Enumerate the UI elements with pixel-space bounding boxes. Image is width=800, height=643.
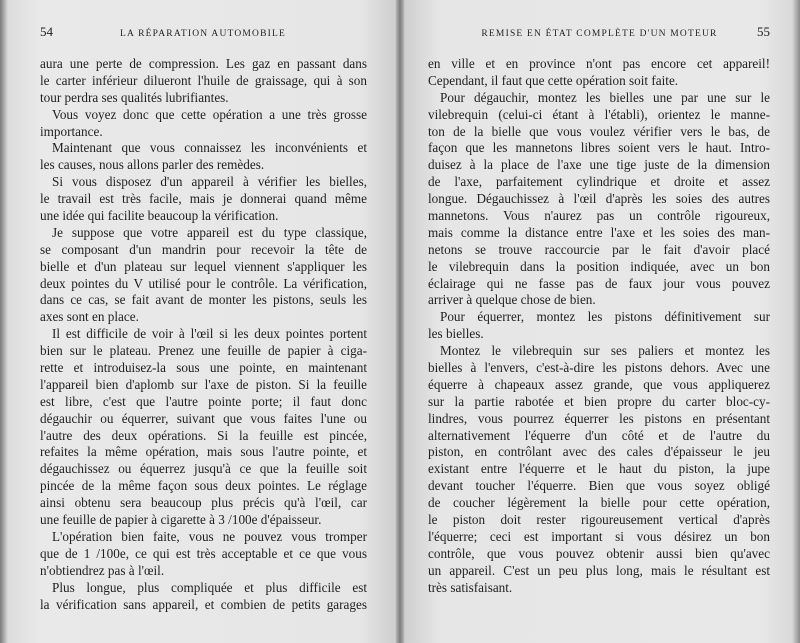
text-line: le carter inférieur dilueront l'huile de graissage, qui à son [40, 72, 367, 88]
text-line: l'appareil bien d'aplomb sur l'axe de piston. Si la feuille [40, 376, 367, 392]
left-page [0, 0, 397, 643]
text-line: importance. [40, 123, 103, 139]
text-line: très satisfaisant. [428, 579, 513, 595]
text-line: refaites la même opération, mais sous l'autre pointe, et [40, 444, 367, 460]
text-line: bien sur le plateau. Prenez une feuille de papier à ciga- [40, 343, 367, 359]
text-line: le travail est très facile, mais je donnerai quand même [40, 191, 367, 207]
text-line: un appareil. C'est un peu plus long, mais le résultant est [428, 562, 770, 578]
text-line: équerre à chapeaux assez grande, que vous appliquerez [428, 376, 770, 392]
left-page-text [40, 56, 367, 613]
left-running-title: LA RÉPARATION AUTOMOBILE [119, 29, 287, 39]
text-line: une idée qui facilite beaucoup la vérification. [40, 208, 279, 224]
left-running-head [40, 24, 367, 42]
text-line: arriver à quelque chose de bien. [428, 292, 596, 308]
text-line: Plus longue, plus compliquée et plus difficile est [52, 579, 367, 595]
text-line: Si vous disposez d'un appareil à vérifier les bielles, [52, 174, 367, 190]
text-line: de l'axe, parfaitement cylindrique et droite et assez [428, 174, 770, 190]
text-line: Il est difficile de voir à l'œil si les deux pointes portent [52, 326, 367, 342]
text-line: en ville et en province n'ont pas encore cet appareil! [428, 56, 770, 71]
right-running-title: REMISE EN ÉTAT COMPLÈTE D'UN MOTEUR [481, 29, 718, 39]
text-line: netons se trouve raccourcie par le fait d'avoir placé [428, 241, 770, 257]
text-line: Pour dégauchir, montez les bielles une par une sur le [440, 89, 770, 105]
text-line: lindres, vous pourrez équerrer les pistons en présentant [428, 410, 770, 426]
right-page-number: 55 [756, 24, 770, 39]
text-line: le vilebrequin dans la position indiquée, avec un bon [428, 258, 770, 274]
text-line: Je suppose que votre appareil est du type classique, [52, 224, 367, 240]
text-line: devant toucher l'équerre. Bien que vous soyez obligé [428, 478, 770, 494]
text-line: se composant d'un mandrin pour recevoir la tête de [40, 241, 367, 257]
text-line: rette et introduisez-la sous une pointe, en maintenant [40, 360, 367, 376]
text-line: Pour équerrer, montez les pistons définitivement sur [440, 309, 770, 325]
text-line: vilebrequin (celui-ci étant à l'établi), orientez le manne- [428, 106, 770, 122]
text-line: le piston doit rester rigoureusement vertical d'après [428, 512, 770, 528]
text-line: dans ce cas, se fait avant de monter les pistons, seuls les [40, 292, 367, 308]
text-line: aura une perte de compression. Les gaz en passant dans [40, 56, 367, 71]
text-line: existant entre l'équerre et le haut du piston, la jupe [428, 461, 770, 477]
text-line: tour perdra ses qualités lubrifiantes. [40, 89, 229, 105]
text-line: contrôle, que vous pouvez obtenir aussi bien qu'avec [428, 545, 770, 561]
text-line: mannetons. Vous n'aurez pas un contrôle rigoureux, [428, 208, 770, 224]
text-line: de coucher légèrement la bielle pour cette opération, [428, 495, 770, 511]
text-line: bielles à l'envers, c'est-à-dire les pistons dehors. Avec une [428, 360, 770, 376]
right-page-text [428, 56, 770, 597]
text-line: n'obtiendrez pas à l'œil. [40, 562, 165, 578]
text-line: une feuille de papier à cigarette à 3 /100e d'épaisseur. [40, 512, 322, 528]
text-line: Maintenant que vous connaissez les inconvénients et [52, 140, 367, 156]
text-line: L'opération bien faite, vous ne pouvez vous tromper [52, 528, 367, 544]
text-line: la vérification sans appareil, et combien de petits garages [40, 596, 367, 612]
text-line: façon que les mannetons libres soient vers le haut. Intro- [428, 140, 770, 156]
text-line: dégauchir ou équerrer, suivant que vous faites l'une ou [40, 410, 367, 426]
text-line: duisez à la place de l'axe une tige juste de la dimension [428, 157, 770, 173]
text-line: est libre, c'est que l'autre pointe porte; il faut donc [40, 393, 367, 409]
text-line: longue. Dégauchissez à l'œil d'après les soies des autres [428, 191, 770, 207]
text-line: que de 1 /100e, ce qui est très acceptable et ce que vous [40, 545, 367, 561]
text-line: bielle et d'un plateau sur lequel viennent s'appliquer les [40, 258, 367, 274]
right-page [403, 0, 800, 643]
right-running-head [428, 24, 770, 42]
text-line: ainsi obtenu sera beaucoup plus précis qu'à l'œil, car [40, 495, 367, 511]
text-line: alternativement l'équerre d'un côté et de l'autre du [428, 427, 770, 443]
text-line: éclairage qui ne fasse pas de faux jour vous pouvez [428, 275, 770, 291]
text-line: l'autre des deux opérations. Si la feuille est pincée, [40, 427, 367, 443]
text-line: mais comme la distance entre l'axe et les soies des man- [428, 224, 770, 240]
text-line: ton de la bielle que vous voulez vérifier vers le bas, de [428, 123, 770, 139]
text-line: Vous voyez donc que cette opération a une très grosse [52, 106, 367, 122]
text-line: sur la partie rabotée et bien propre du carter bloc-cy- [428, 393, 770, 409]
left-page-number: 54 [40, 24, 53, 39]
text-line: pincée de la même façon sous deux pointes. Le réglage [40, 478, 367, 494]
text-line: deux pointes du V utilisé pour le contrôle. La vérification, [40, 275, 367, 291]
text-line: piston, en contrôlant avec des cales d'épaisseur le jeu [428, 444, 770, 460]
text-line: les causes, nous allons parler des remèdes. [40, 157, 265, 173]
text-line: Montez le vilebrequin sur ses paliers et montez les [440, 343, 770, 359]
text-line: Cependant, il faut que cette opération soit faite. [428, 72, 679, 88]
text-line: axes sont en place. [40, 309, 139, 325]
text-line: les bielles. [428, 326, 484, 342]
text-line: l'équerre; ceci est important si vous désirez un bon [428, 528, 770, 544]
text-line: dégauchissez ou équerrez jusqu'à ce que la feuille soit [40, 461, 367, 477]
